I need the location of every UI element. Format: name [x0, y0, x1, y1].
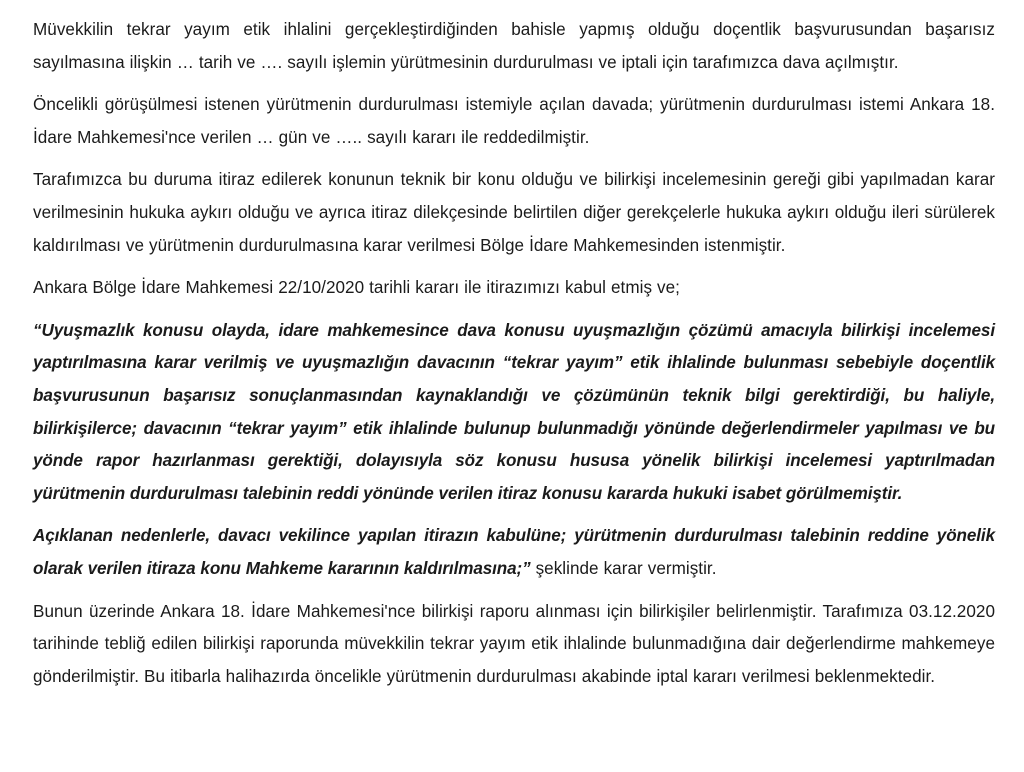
court-conclusion-tail: şeklinde karar vermiştir.	[530, 558, 717, 578]
paragraph-7-current-status: Bunun üzerinde Ankara 18. İdare Mahkemesi'nce bilirkişi raporu alınması için bilirkişiler belirlenmiştir. Tarafımıza 03.12.2020 tarihinde tebliğ edilen bilirkişi raporunda müvekkilin tekrar yayım etik ihlalinde bulunmadığına dair değerlendirme mahkemeye gönderilmiştir. Bu itibarla halihazırda öncelikle yürütmenin durdurulması akabinde iptal kararı verilmesi beklenmektedir.	[33, 601, 995, 686]
document-body	[33, 14, 995, 693]
paragraph-1: Müvekkilin tekrar yayım etik ihlalini gerçekleştirdiğinden bahisle yapmış olduğu doçentlik başvurusundan başarısız sayılmasına ilişkin … tarih ve …. sayılı işlemin yürütmesinin durdurulması ve iptali için tarafımızca dava açılmıştır.	[33, 20, 995, 72]
court-conclusion-bold: Açıklanan nedenlerle, davacı vekilince yapılan itirazın kabulüne; yürütmenin durdurulması talebinin reddine yönelik olarak verilen itiraza konu Mahkeme kararının kaldırılmasına;”	[33, 526, 995, 578]
paragraph-6-court-conclusion	[33, 520, 995, 585]
paragraph-5-court-quote: “Uyuşmazlık konusu olayda, idare mahkemesince dava konusu uyuşmazlığın çözümü amacıyla bilirkişi incelemesi yaptırılmasına karar verilmiş ve uyuşmazlığın davacının “tekrar yayım” etik ihlalinde bulunması sebebiyle doçentlik başvurusunun başarısız sonuçlanmasından kaynaklandığı ve çözümünün teknik bilgi gerektirdiği, bu haliyle, bilirkişilerce; davacının “tekrar yayım” etik ihlalinde bulunup bulunmadığı yönünde değerlendirmeler yapılması ve bu yönde rapor hazırlanması gerektiği, dolayısıyla söz konusu hususa yönelik bilirkişi incelemesi yaptırılmadan yürütmenin durdurulması talebinin reddi yönünde verilen itiraz konusu kararda hukuki isabet görülmemiştir.	[33, 320, 995, 503]
paragraph-2: Öncelikli görüşülmesi istenen yürütmenin durdurulması istemiyle açılan davada; yürütmenin durdurulması istemi Ankara 18. İdare Mahkemesi'nce verilen … gün ve ….. sayılı kararı ile reddedilmiştir.	[33, 95, 995, 147]
paragraph-3: Tarafımızca bu duruma itiraz edilerek konunun teknik bir konu olduğu ve bilirkişi incelemesinin gereği gibi yapılmadan karar verilmesinin hukuka aykırı olduğu ve ayrıca itiraz dilekçesinde belirtilen diğer gerekçelerle hukuka aykırı olduğu ileri sürülerek kaldırılması ve yürütmenin durdurulmasına karar verilmesi Bölge İdare Mahkemesinden istenmiştir.	[33, 170, 995, 255]
paragraph-4-decision-date: Ankara Bölge İdare Mahkemesi 22/10/2020 tarihli kararı ile itirazımızı kabul etmiş ve;	[33, 278, 680, 298]
